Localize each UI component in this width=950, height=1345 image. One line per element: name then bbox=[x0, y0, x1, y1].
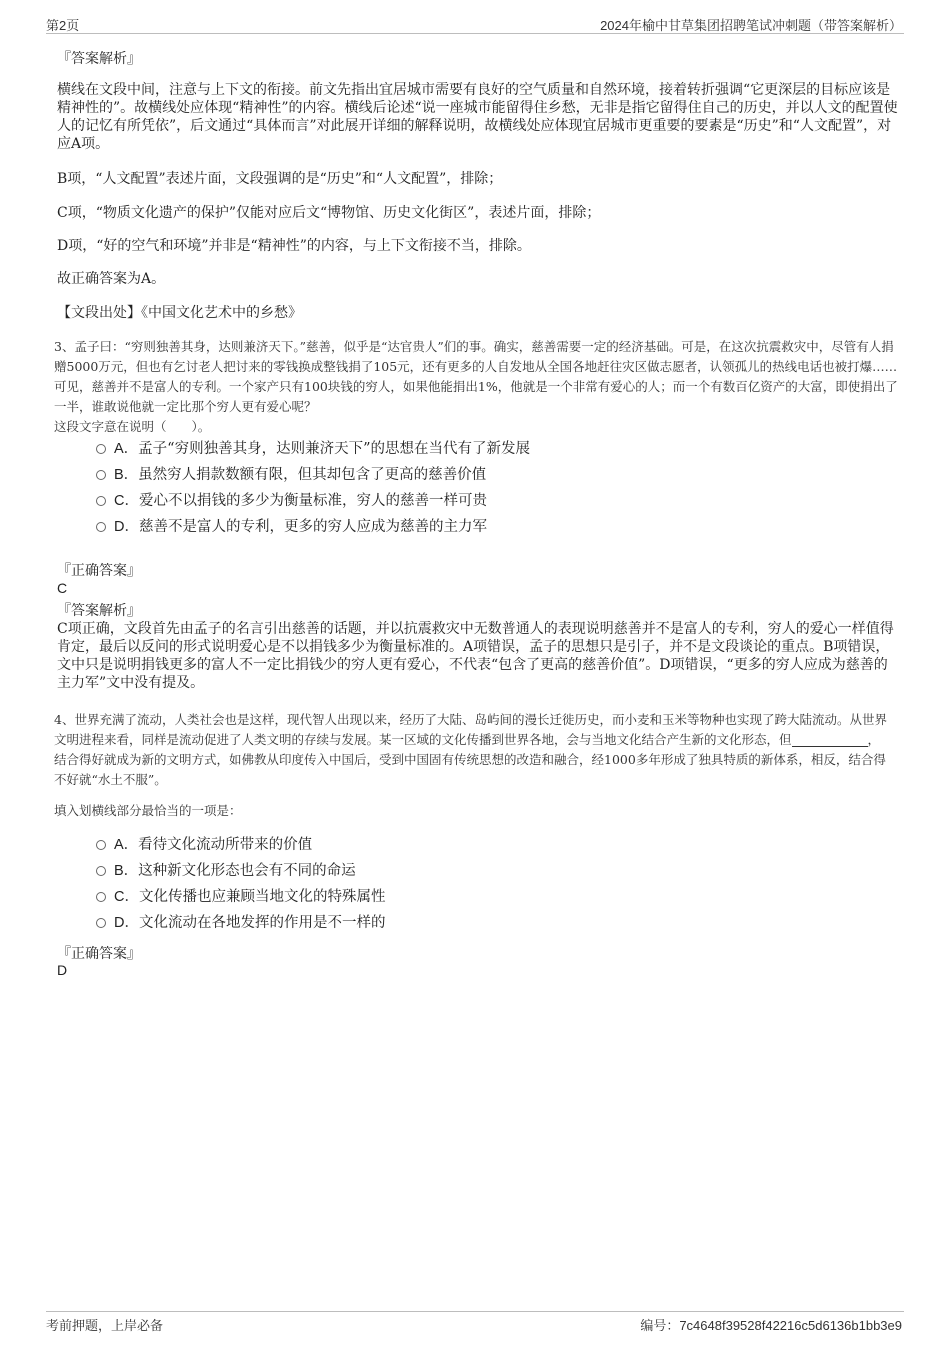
option-text: 慈善不是富人的专利，更多的穷人应成为慈善的主力军 bbox=[138, 519, 487, 535]
option-letter: B． bbox=[114, 467, 139, 483]
q2-analysis-label: 『答案解析』 bbox=[57, 51, 141, 67]
option-letter: C． bbox=[114, 889, 139, 905]
q2-option-b-explanation: B项，“人文配置”表述片面，文段强调的是“历史”和“人文配置”，排除； bbox=[57, 171, 503, 187]
radio-icon[interactable] bbox=[96, 918, 106, 928]
radio-icon[interactable] bbox=[96, 444, 106, 454]
q4-option-a[interactable] bbox=[96, 834, 312, 856]
q3-option-c[interactable] bbox=[96, 490, 487, 512]
q3-answer-label: 『正确答案』 bbox=[57, 563, 141, 579]
q3-option-a[interactable] bbox=[96, 438, 530, 460]
radio-icon[interactable] bbox=[96, 840, 106, 850]
option-letter: D． bbox=[114, 519, 139, 535]
q3-prompt: 这段文字意在说明（ ）。 bbox=[54, 419, 211, 434]
radio-icon[interactable] bbox=[96, 470, 106, 480]
document-code bbox=[640, 1315, 902, 1334]
q4-option-d[interactable] bbox=[96, 912, 385, 934]
q2-option-c-explanation: C项，“物质文化遗产的保护”仅能对应后文“博物馆、历史文化街区”，表述片面，排除； bbox=[57, 205, 601, 221]
option-letter: B． bbox=[114, 863, 139, 879]
q3-answer: C bbox=[57, 580, 68, 596]
option-letter: A． bbox=[114, 441, 139, 457]
option-text: 文化传播也应兼顾当地文化的特殊属性 bbox=[138, 889, 386, 905]
radio-icon[interactable] bbox=[96, 496, 106, 506]
radio-icon[interactable] bbox=[96, 892, 106, 902]
q3-option-d[interactable] bbox=[96, 516, 487, 538]
option-text: 爱心不以捐钱的多少为衡量标准，穷人的慈善一样可贵 bbox=[138, 493, 487, 509]
q3-stem: 3、孟子曰：“穷则独善其身，达则兼济天下。”慈善，似乎是“达官贵人”们的事。确实，慈善需要一定的经济基础。可是，在这次抗震救灾中，尽管有人捐赠5000万元，但也有乞讨老人把讨来的零钱换成整钱捐了105元，还有更多的人自发地从全国各地赶往灾区做志愿者，认领孤儿的热线电话也被打爆……可见，慈善并不是富人的专利。一个家产只有100块钱的穷人，如果他能捐出1%，他就是一个非常有爱心的人；而一个有数百亿资产的大富，即使捐出了一半，谁敢说他就一定比那个穷人更有爱心呢？ bbox=[54, 339, 898, 414]
q2-analysis-text: 横线在文段中间，注意与上下文的衔接。前文先指出宜居城市需要有良好的空气质量和自然环境，接着转折强调“它更深层的目标应该是精神性的”。故横线处应体现“精神性”的内容。横线后论述“说一座城市能留得住乡愁，无非是指它留得住自己的历史，并以人文的配置使人的记忆有所凭依”，后文通过“具体而言”对此展开详细的解释说明，故横线处应体现宜居城市更重要的要素是“历史”和“人文配置”，对应A项。 bbox=[57, 82, 898, 152]
option-text: 虽然穷人捐款数额有限，但其却包含了更高的慈善价值 bbox=[138, 467, 487, 483]
page-header bbox=[46, 13, 904, 34]
q3-option-b[interactable] bbox=[96, 464, 486, 486]
option-text: 这种新文化形态也会有不同的命运 bbox=[138, 863, 356, 879]
q4-prompt: 填入划横线部分最恰当的一项是： bbox=[54, 803, 242, 818]
q2-option-d-explanation: D项，“好的空气和环境”并非是“精神性”的内容，与上下文衔接不当，排除。 bbox=[57, 238, 531, 254]
option-letter: A． bbox=[114, 837, 139, 853]
q4-answer: D bbox=[57, 962, 68, 978]
option-letter: C． bbox=[114, 493, 139, 509]
q4-stem bbox=[54, 710, 890, 790]
code-value: 7c4648f39528f42216c5d6136b1bb3e9 bbox=[679, 1318, 902, 1333]
fill-blank bbox=[792, 732, 868, 747]
option-letter: D． bbox=[114, 915, 139, 931]
q4-stem-part2: ，结合得好就成为新的文明方式，如佛教从印度传入中国后，受到中国固有传统思想的改造和融合，经1000多年形成了独具特质的新体系，相反，结合得不好就“水土不服”。 bbox=[54, 732, 886, 787]
q3-analysis-text: C项正确，文段首先由孟子的名言引出慈善的话题，并以抗震救灾中无数普通人的表现说明慈善并不是富人的专利，穷人的爱心一样值得肯定，最后以反问的形式说明爱心是不以捐钱多少为衡量标准的。A项错误，孟子的思想只是引子，并不是文段谈论的重点。B项错误，文中只是说明捐钱更多的富人不一定比捐钱少的穷人更有爱心，不代表“包含了更高的慈善价值”。D项错误，“更多的穷人应成为慈善的主力军”文中没有提及。 bbox=[57, 621, 894, 691]
page-footer bbox=[46, 1311, 904, 1334]
q4-stem-part1: 4、世界充满了流动，人类社会也是这样，现代智人出现以来，经历了大陆、岛屿间的漫长迁徙历史，而小麦和玉米等物种也实现了跨大陆流动。从世界文明进程来看，同样是流动促进了人类文明的存续与发展。某一区域的文化传播到世界各地，会与当地文化结合产生新的文化形态，但 bbox=[54, 712, 887, 747]
q4-option-b[interactable] bbox=[96, 860, 356, 882]
option-text: 文化流动在各地发挥的作用是不一样的 bbox=[138, 915, 386, 931]
code-label: 编号： bbox=[640, 1319, 680, 1334]
footer-slogan: 考前押题，上岸必备 bbox=[46, 1319, 164, 1334]
q3-analysis-label: 『答案解析』 bbox=[57, 603, 141, 619]
radio-icon[interactable] bbox=[96, 522, 106, 532]
radio-icon[interactable] bbox=[96, 866, 106, 876]
page-number: 第2页 bbox=[46, 18, 80, 33]
q2-conclusion: 故正确答案为A。 bbox=[57, 271, 166, 287]
q2-source: 【文段出处】《中国文化艺术中的乡愁》 bbox=[57, 305, 302, 321]
document-title: 2024年榆中甘草集团招聘笔试冲刺题（带答案解析） bbox=[600, 18, 902, 33]
q4-answer-label: 『正确答案』 bbox=[57, 946, 141, 962]
q4-option-c[interactable] bbox=[96, 886, 385, 908]
option-text: 看待文化流动所带来的价值 bbox=[138, 837, 313, 853]
option-text: 孟子“穷则独善其身，达则兼济天下”的思想在当代有了新发展 bbox=[138, 441, 530, 457]
